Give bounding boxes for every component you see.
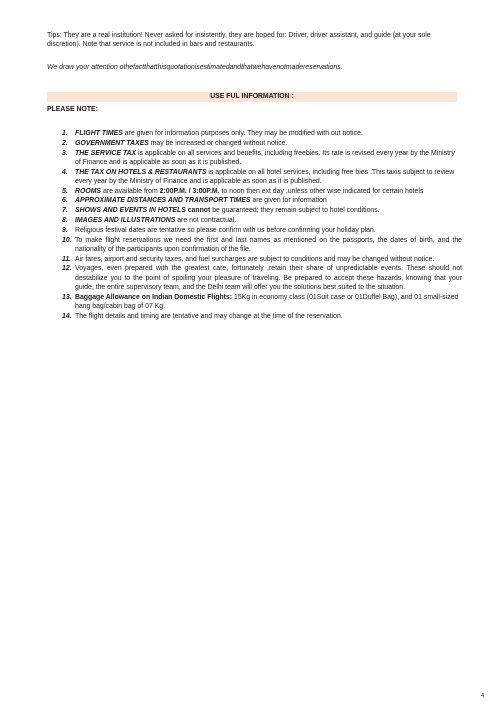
note-item — [55, 168, 462, 186]
note-item — [55, 187, 462, 196]
tips-paragraph: Tips: They are a real institution! Never asked for insistently, they are hoped for: Driver, driver assistant, and guide (at your sole discretion). Note that service is not included in bars and restaurants. — [47, 32, 431, 49]
note-bold: 2:00P.M. / 3:00P.M. — [159, 187, 220, 195]
note-item — [55, 149, 462, 167]
note-text: be guaranteed; they remain subject to hotel conditions. — [210, 207, 380, 215]
useful-information-title: USE FUL INFORMATION : — [210, 93, 294, 100]
note-item — [55, 255, 462, 264]
note-text: are available from — [101, 187, 160, 195]
note-lead: IMAGES AND ILLUSTRATIONS — [75, 216, 176, 224]
useful-information-band — [47, 92, 457, 102]
note-lead: APPROXIMATE DISTANCES AND TRANSPORT TIMES — [75, 197, 251, 205]
note-text: may be increased or changed without notice. — [148, 139, 288, 147]
note-lead: THE SERVICE TAX — [75, 149, 137, 157]
note-number: 9. — [62, 226, 68, 234]
note-item — [55, 293, 462, 311]
note-number: 13. — [62, 293, 72, 301]
note-text: 15Kg in economy class (01Suit case or 01Duffel Bag), and 01 small-sized hang bag/cabin bag of 07 Kg. — [75, 293, 459, 310]
note-item — [55, 216, 462, 225]
note-item — [55, 226, 462, 235]
attention-note: We draw your attention othefactthatthisquotationisestimatedandthatwehavenotmadereservations. — [47, 64, 343, 71]
note-lead: ROOMS — [75, 187, 102, 195]
note-text: is applicable on all services and benefits, including freebies. Its rate is revised every year by the Ministry of Finance and is applicable as soon as it is published. — [75, 149, 455, 166]
note-lead: THE TAX ON HOTELS & RESTAURANTS — [75, 168, 207, 176]
note-number: 2. — [62, 139, 68, 147]
note-number: 3. — [62, 149, 68, 157]
please-note-heading: PLEASE NOTE: — [47, 106, 98, 113]
note-lead: FLIGHT TIMES — [75, 130, 123, 137]
note-item — [55, 236, 462, 254]
note-item — [55, 206, 462, 215]
note-text: to noon then ext day ,unless other wise indicated for certain hotels — [219, 187, 424, 195]
note-text: The flight details and timing are tentative and may change at the time of the reservation. — [75, 312, 343, 320]
note-bold: Baggage Allowance on Indian Domestic Flights: — [75, 293, 233, 301]
note-item — [55, 129, 462, 138]
note-item — [55, 264, 462, 292]
note-text: Voyages, even prepared with the greatest care, fortunately ,retain their share of unpredictable events. These should not destabilize you to the point of spoiling your pleasure of traveling. Be prepared to accept these hazards, knowing that your guide, the entire supervisory team, and the Delhi team will offer you the solutions best suited to the situation. — [75, 265, 462, 291]
notes-list — [55, 129, 462, 321]
note-text: are not contractual. — [175, 216, 237, 224]
note-lead: SHOWS AND EVENTS IN HOTELS — [75, 207, 186, 215]
note-number: 4. — [62, 168, 68, 176]
note-text: Air fares, airport and security taxes, and fuel surcharges are subject to conditions and may be changed without notice. — [75, 255, 435, 263]
note-number: 6. — [62, 197, 68, 205]
note-lead: GOVERNMENT TAXES — [75, 139, 149, 147]
note-number: 5. — [62, 187, 68, 195]
note-number: 8. — [62, 216, 68, 224]
note-item — [55, 196, 462, 205]
note-number: 10. — [62, 236, 72, 244]
note-text: is applicable on all hotel services, including free bies .This taxis subject to review every year by the Ministry of Finance and is applicable as soon as it is published. — [75, 168, 455, 185]
note-number: 7. — [62, 207, 68, 215]
note-text: are given for information purposes only. They may be modified with out notice. — [122, 130, 363, 137]
page-number: 4 — [480, 693, 484, 699]
note-text: To make flight reservations we need the first and last names as mentioned on the passports, the dates of birth, and the nationality of the participants upon confirmation of the file. — [75, 236, 462, 253]
note-number: 12. — [62, 265, 72, 273]
note-item — [55, 312, 462, 321]
note-number: 11. — [62, 255, 72, 263]
note-number: 1. — [62, 130, 68, 137]
note-number: 14. — [62, 312, 72, 320]
note-item — [55, 139, 462, 148]
note-text: Religious festival dates are tentative so please confirm with us before confirming your holiday plan. — [75, 226, 376, 234]
note-text: are given for information — [250, 197, 327, 205]
note-bold: cannot — [185, 207, 211, 215]
